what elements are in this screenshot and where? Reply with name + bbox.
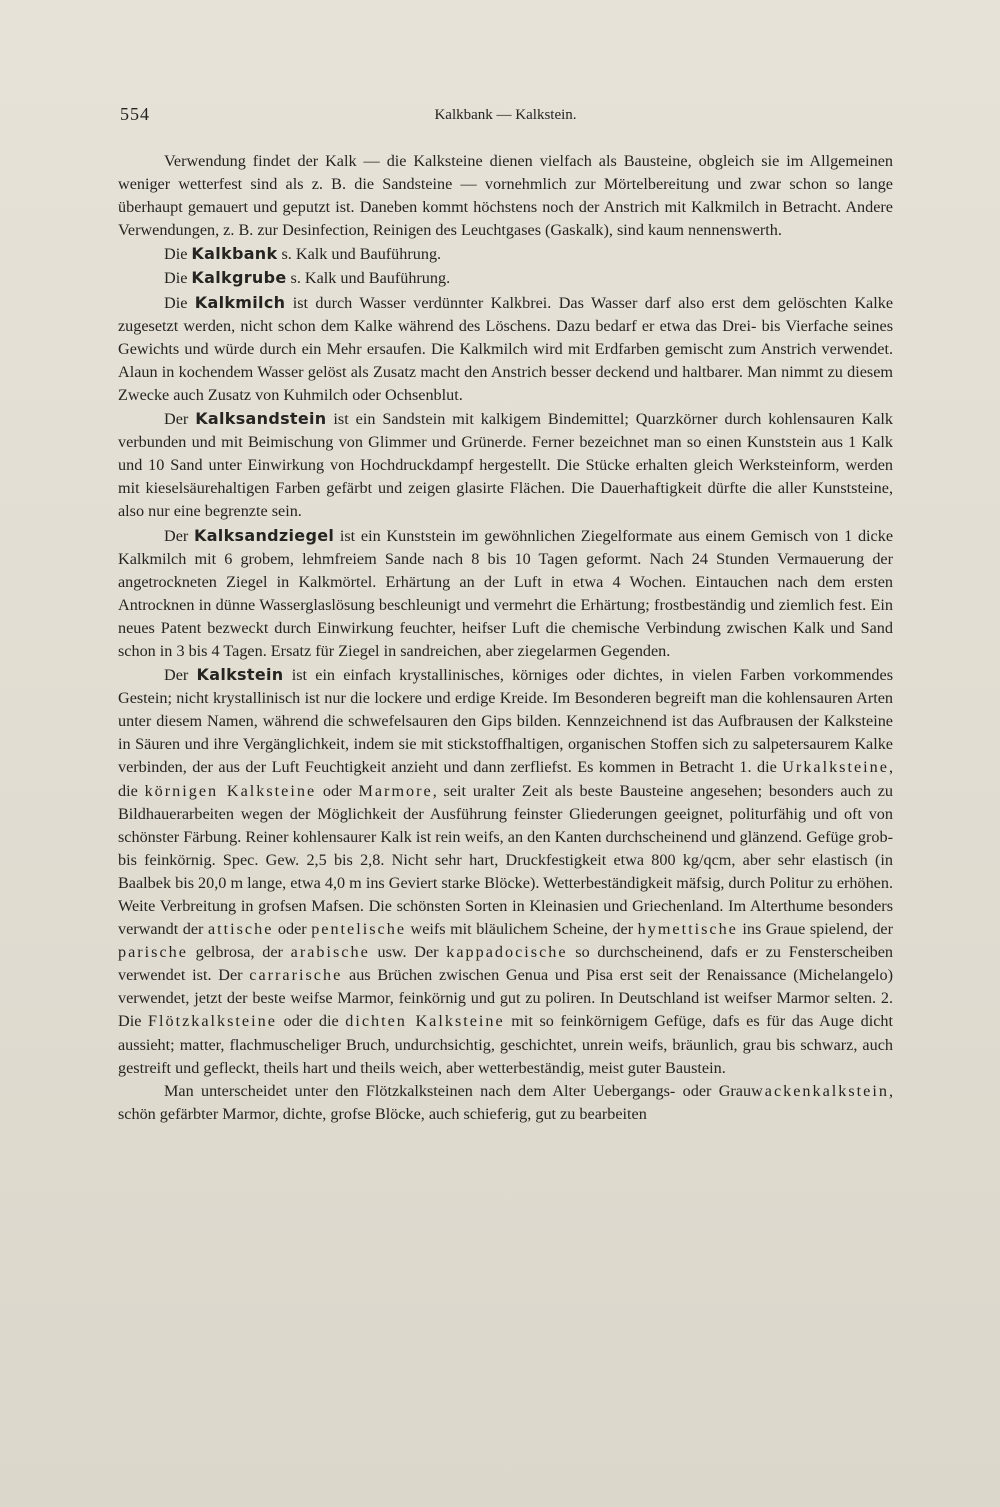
spaced-term: Marmore — [358, 781, 433, 800]
running-title: Kalkbank — Kalkstein. — [434, 107, 577, 123]
entry-kalkmilch: Die Kalkmilch ist durch Wasser verdünnter Kalkbrei. Das Wasser darf also erst dem gelöschten Kalke zugesetzt werden, nicht schon dem Kalke während des Löschens. Dazu bedarf er etwa das Drei- bis Vierfache seines Gewichts und würde durch ein Mehr ersaufen. Die Kalkmilch wird mit Erdfarben gemischt zum Anstrich verwendet. Alaun in kochendem Wasser gelöst als Zusatz macht den Anstrich besser deckend und haltbarer. Man nimmt zu diesem Zwecke auch Zusatz von Kuhmilch oder Ochsenblut. — [118, 292, 894, 404]
headword-kalkmilch: Kalkmilch — [194, 292, 286, 312]
spaced-term: Urkalksteine — [782, 758, 889, 777]
entry-kalkgrube: Die Kalkgrube s. Kalk und Bauführung. — [164, 268, 451, 288]
page-number: 554 — [120, 104, 150, 124]
paragraph-flotzkalk: Man unterscheidet unter den Flötzkalksteinen nach dem Alter Uebergangs- oder Grauwackenkalkstein, schön gefärbter Marmor, dichte, grofse Blöcke, auch schieferig, gut zu bearbeiten — [118, 1081, 893, 1123]
headword-kalksandstein: Kalksandstein — [195, 409, 327, 429]
headword-kalkstein: Kalkstein — [196, 665, 284, 685]
spaced-term: wackenkalkstein — [751, 1081, 889, 1100]
spaced-term: dichten Kalksteine — [345, 1012, 505, 1031]
headword-kalkbank: Kalkbank — [191, 244, 278, 264]
page-header — [118, 104, 893, 130]
entry-kalkstein: Der Kalkstein ist ein einfach krystallinisches, körniges oder dichtes, in vielen Farben vorkommendes Gestein; nicht krystallinisch ist nur die lockere und erdige Kreide. Im Besonderen begreift man die kohlensauren Arten unter diesem Namen, während die schwefelsauren den Gips bilden. Kennzeichnend ist das Aufbrausen der Kalksteine in Säuren und ihre Vergänglichkeit, indem sie mit stickstoffhaltigen, organischen Stoffen sich zu salpetersaurem Kalke verbinden, der aus der Luft Feuchtigkeit anzieht und dann zerfliefst. Es kommen in Betracht 1. die Urkalksteine, die körnigen Kalksteine oder Marmore, seit uralter Zeit als beste Bausteine angesehen; besonders auch zu Bildhauerarbeiten wegen der Möglichkeit der Ausführung feinster Gliederungen geeignet, politurfähig und oft von schönster Färbung. Reiner kohlensaurer Kalk ist rein weifs, an den Kanten durchscheinend und glänzend. Gefüge grob- bis feinkörnig. Spec. Gew. 2,5 bis 2,8. Nicht sehr hart, Druckfestigkeit etwa 800 kg/qcm, aber sehr elastisch (in Baalbek bis 20,0 m lange, etwa 4,0 m ins Geviert starke Blöcke). Wetterbeständigkeit mäfsig, durch Politur zu erhöhen. Weite Verbreitung in grofsen Mafsen. Die schönsten Sorten in Kleinasien und Griechenland. Im Alterthume besonders verwandt der attische oder pentelische weifs mit bläulichem Scheine, der hymettische ins Graue spielend, der parische gelbrosa, der arabische usw. Der kappadocische so durchscheinend, dafs er zu Fensterscheiben verwendet ist. Der carrarische aus Brüchen zwischen Genua und Pisa erst seit der Renaissance (Michelangelo) verwendet, jetzt der beste weifse Marmor, feinkörnig und gut zu poliren. In Deutschland ist weifser Marmor selten. 2. Die Flötzkalksteine oder die dichten Kalksteine mit so feinkörnigem Gefüge, dafs es für das Auge dicht aussieht; matter, flachmuscheliger Bruch, undurchsichtig, geschichtet, unrein weifs, bräunlich, grau bis schwarz, auch gestreift und gefleckt, theils hart und theils weich, aber wetterbeständig, meist guter Baustein. — [118, 665, 894, 1077]
paragraph-verwendung: Verwendung findet der Kalk — die Kalksteine dienen vielfach als Bausteine, obgleich sie im Allgemeinen weniger wetterfest sind als z. B. die Sandsteine — vornehmlich zur Mörtelbereitung und zwar schon so lange überhaupt gemauert und geputzt ist. Daneben kommt höchstens noch der Anstrich mit Kalkmilch in Betracht. Andere Verwendungen, z. B. zur Desinfection, Reinigen des Leuchtgases (Gaskalk), sind kaum nennenswerth. — [118, 152, 893, 240]
spaced-term: arabische — [290, 943, 370, 962]
spaced-term: Flötzkalksteine — [147, 1012, 277, 1031]
spaced-term: attische — [207, 920, 274, 939]
spaced-term: körnigen Kalksteine — [144, 781, 317, 800]
entry-kalksandziegel: Der Kalksandziegel ist ein Kunststein im gewöhnlichen Ziegelformate aus einem Gemisch von 1 dicke Kalkmilch mit 6 grobem, lehmfreiem Sande nach 8 bis 10 Tagen geformt. Nach 24 Stunden Vermauerung der angetrockneten Ziegel in Kalkmörtel. Erhärtung an der Luft in etwa 4 Wochen. Eintauchen nach dem ersten Antrocknen in dünne Wasserglaslösung beschleunigt und vermehrt die Erhärtung; frostbeständig und ziemlich fest. Ein neues Patent bezweckt durch Einwirkung feuchter, heifser Luft die chemische Verbindung zwischen Kalk und Sand schon in 3 bis 4 Tagen. Ersatz für Ziegel in sandreichen, aber ziegelarmen Gegenden. — [118, 525, 893, 660]
spaced-term: carrarische — [249, 966, 343, 985]
spaced-term: parische — [118, 943, 188, 962]
spaced-term: pentelische — [311, 920, 406, 939]
body-text — [118, 150, 893, 1126]
headword-kalksandziegel: Kalksandziegel — [194, 525, 335, 545]
spaced-term: hymettische — [637, 920, 738, 939]
entry-kalkbank: Die Kalkbank s. Kalk und Bauführung. — [164, 244, 442, 264]
entry-kalksandstein: Der Kalksandstein ist ein Sandstein mit kalkigem Bindemittel; Quarzkörner durch kohlensauren Kalk verbunden und mit Beimischung von Glimmer und Grünerde. Ferner bezeichnet man so einen Kunststein aus 1 Kalk und 10 Sand unter Einwirkung von Hochdruckdampf hergestellt. Die Stücke erhalten gleich Werksteinform, werden mit kieselsäurehaltigen Farben gefärbt und zeigen glasirte Flächen. Die Dauerhaftigkeit dürfte die aller Kunststeine, also nur eine begrenzte sein. — [118, 409, 893, 521]
headword-kalkgrube: Kalkgrube — [191, 268, 287, 288]
spaced-term: kappadocische — [446, 943, 568, 962]
